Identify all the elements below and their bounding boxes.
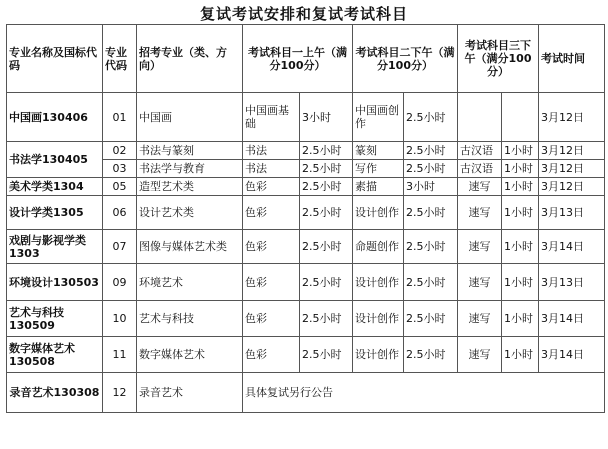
page-title: 复试考试安排和复试考试科目 (199, 5, 408, 23)
duration3-cell: 1小时 (502, 160, 539, 178)
subject3-cell: 古汉语 (458, 142, 502, 160)
subject3-cell: 速写 (458, 230, 502, 264)
subject1-cell: 色彩 (243, 264, 300, 301)
header-subject1: 考试科目一上午（满分100分） (243, 25, 353, 93)
direction-cell: 录音艺术 (137, 373, 243, 413)
duration2-cell: 2.5小时 (404, 196, 458, 230)
date-cell: 3月12日 (539, 160, 605, 178)
duration1-cell: 2.5小时 (300, 142, 353, 160)
code-cell: 06 (103, 196, 137, 230)
direction-cell: 中国画 (137, 93, 243, 142)
duration2-cell: 2.5小时 (404, 230, 458, 264)
subject1-cell: 中国画基础 (243, 93, 300, 142)
header-direction: 招考专业（类、方向） (137, 25, 243, 93)
duration1-cell: 2.5小时 (300, 337, 353, 373)
subject1-cell: 色彩 (243, 301, 300, 337)
duration1-cell: 2.5小时 (300, 230, 353, 264)
duration2-cell: 2.5小时 (404, 337, 458, 373)
table-row (7, 301, 605, 337)
date-cell: 3月14日 (539, 230, 605, 264)
major-cell: 书法学130405 (7, 142, 103, 178)
subject1-cell: 书法 (243, 160, 300, 178)
header-subject2: 考试科目二下午（满分100分） (353, 25, 458, 93)
direction-cell: 书法学与教育 (137, 160, 243, 178)
direction-cell: 艺术与科技 (137, 301, 243, 337)
duration1-cell: 2.5小时 (300, 301, 353, 337)
duration2-cell: 2.5小时 (404, 301, 458, 337)
header-subject3: 考试科目三下午（满分100分） (458, 25, 539, 93)
duration3-cell: 1小时 (502, 178, 539, 196)
subject1-cell: 色彩 (243, 230, 300, 264)
duration1-cell: 2.5小时 (300, 178, 353, 196)
duration3-cell: 1小时 (502, 301, 539, 337)
date-cell: 3月13日 (539, 196, 605, 230)
major-cell: 数字媒体艺术130508 (7, 337, 103, 373)
subject2-cell: 设计创作 (353, 264, 404, 301)
subject1-cell: 色彩 (243, 178, 300, 196)
major-cell: 中国画130406 (7, 93, 103, 142)
direction-cell: 书法与篆刻 (137, 142, 243, 160)
subject2-cell: 中国画创作 (353, 93, 404, 142)
table-row (7, 337, 605, 373)
direction-cell: 图像与媒体艺术类 (137, 230, 243, 264)
subject3-cell: 速写 (458, 301, 502, 337)
major-cell: 戏剧与影视学类1303 (7, 230, 103, 264)
subject3-cell (458, 93, 502, 142)
duration3-cell: 1小时 (502, 142, 539, 160)
subject3-cell: 速写 (458, 337, 502, 373)
date-cell: 3月12日 (539, 93, 605, 142)
subject2-cell: 素描 (353, 178, 404, 196)
table-row (7, 196, 605, 230)
code-cell: 03 (103, 160, 137, 178)
date-cell: 3月14日 (539, 337, 605, 373)
date-cell: 3月12日 (539, 142, 605, 160)
code-cell: 05 (103, 178, 137, 196)
code-cell: 01 (103, 93, 137, 142)
subject1-cell: 色彩 (243, 337, 300, 373)
code-cell: 12 (103, 373, 137, 413)
announcement-note: 具体复试另行公告 (243, 373, 605, 413)
date-cell: 3月12日 (539, 178, 605, 196)
major-cell: 设计学类1305 (7, 196, 103, 230)
duration2-cell: 2.5小时 (404, 142, 458, 160)
code-cell: 02 (103, 142, 137, 160)
direction-cell: 造型艺术类 (137, 178, 243, 196)
duration3-cell: 1小时 (502, 264, 539, 301)
duration1-cell: 2.5小时 (300, 160, 353, 178)
duration3-cell: 1小时 (502, 196, 539, 230)
table-row (7, 178, 605, 196)
code-cell: 09 (103, 264, 137, 301)
table-row (7, 93, 605, 142)
subject3-cell: 速写 (458, 196, 502, 230)
major-cell: 环境设计130503 (7, 264, 103, 301)
subject2-cell: 写作 (353, 160, 404, 178)
duration2-cell: 2.5小时 (404, 264, 458, 301)
code-cell: 10 (103, 301, 137, 337)
direction-cell: 设计艺术类 (137, 196, 243, 230)
subject2-cell: 命题创作 (353, 230, 404, 264)
header-major: 专业名称及国标代码 (7, 25, 103, 93)
subject2-cell: 设计创作 (353, 301, 404, 337)
exam-schedule-table (6, 24, 605, 413)
duration1-cell: 3小时 (300, 93, 353, 142)
duration2-cell: 3小时 (404, 178, 458, 196)
code-cell: 07 (103, 230, 137, 264)
duration1-cell: 2.5小时 (300, 196, 353, 230)
subject1-cell: 色彩 (243, 196, 300, 230)
direction-cell: 环境艺术 (137, 264, 243, 301)
duration3-cell: 1小时 (502, 230, 539, 264)
duration3-cell: 1小时 (502, 337, 539, 373)
duration3-cell (502, 93, 539, 142)
subject2-cell: 设计创作 (353, 337, 404, 373)
subject2-cell: 设计创作 (353, 196, 404, 230)
subject3-cell: 速写 (458, 178, 502, 196)
date-cell: 3月13日 (539, 264, 605, 301)
table-row (7, 264, 605, 301)
duration2-cell: 2.5小时 (404, 93, 458, 142)
table-row (7, 373, 605, 413)
duration1-cell: 2.5小时 (300, 264, 353, 301)
subject1-cell: 书法 (243, 142, 300, 160)
major-cell: 美术学类1304 (7, 178, 103, 196)
major-cell: 艺术与科技130509 (7, 301, 103, 337)
code-cell: 11 (103, 337, 137, 373)
duration2-cell: 2.5小时 (404, 160, 458, 178)
major-cell: 录音艺术130308 (7, 373, 103, 413)
direction-cell: 数字媒体艺术 (137, 337, 243, 373)
subject3-cell: 古汉语 (458, 160, 502, 178)
table-row (7, 230, 605, 264)
header-row (7, 25, 605, 93)
header-time: 考试时间 (539, 25, 605, 93)
subject2-cell: 篆刻 (353, 142, 404, 160)
table-row (7, 142, 605, 160)
subject3-cell: 速写 (458, 264, 502, 301)
header-code: 专业代码 (103, 25, 137, 93)
date-cell: 3月14日 (539, 301, 605, 337)
